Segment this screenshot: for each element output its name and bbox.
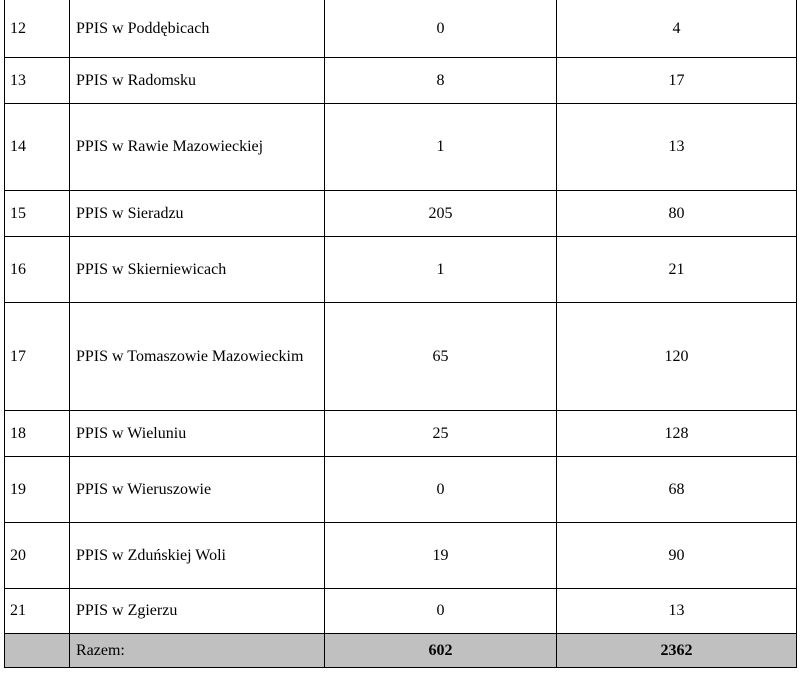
value-col-4: 68 (557, 457, 797, 523)
unit-name: PPIS w Sieradzu (70, 191, 325, 237)
value-col-4: 13 (557, 589, 797, 634)
table-row (5, 523, 797, 589)
value-col-4: 13 (557, 104, 797, 191)
value-col-3: 65 (325, 303, 557, 411)
unit-name: PPIS w Zduńskiej Woli (70, 523, 325, 589)
unit-name: PPIS w Skierniewicach (70, 237, 325, 303)
table-row (5, 58, 797, 104)
row-number: 21 (5, 589, 70, 634)
unit-name: PPIS w Radomsku (70, 58, 325, 104)
row-number: 13 (5, 58, 70, 104)
value-col-3: 8 (325, 58, 557, 104)
table-row (5, 104, 797, 191)
row-number: 14 (5, 104, 70, 191)
value-col-4: 90 (557, 523, 797, 589)
total-empty-cell (5, 634, 70, 668)
data-table (4, 0, 797, 668)
row-number: 15 (5, 191, 70, 237)
row-number: 18 (5, 411, 70, 457)
value-col-3: 25 (325, 411, 557, 457)
value-col-3: 0 (325, 589, 557, 634)
value-col-3: 19 (325, 523, 557, 589)
value-col-4: 21 (557, 237, 797, 303)
value-col-3: 0 (325, 457, 557, 523)
table-row (5, 457, 797, 523)
total-value-col-3: 602 (325, 634, 557, 668)
total-value-col-4: 2362 (557, 634, 797, 668)
row-number: 19 (5, 457, 70, 523)
table-row (5, 589, 797, 634)
row-number: 16 (5, 237, 70, 303)
value-col-3: 1 (325, 237, 557, 303)
value-col-4: 120 (557, 303, 797, 411)
value-col-3: 1 (325, 104, 557, 191)
table-row (5, 191, 797, 237)
total-label: Razem: (70, 634, 325, 668)
unit-name: PPIS w Wieruszowie (70, 457, 325, 523)
unit-name: PPIS w Wieluniu (70, 411, 325, 457)
value-col-3: 0 (325, 0, 557, 58)
unit-name: PPIS w Poddębicach (70, 0, 325, 58)
unit-name: PPIS w Rawie Mazowieckiej (70, 104, 325, 191)
total-row (5, 634, 797, 668)
table-row (5, 411, 797, 457)
row-number: 12 (5, 0, 70, 58)
value-col-4: 4 (557, 0, 797, 58)
table-row (5, 303, 797, 411)
value-col-4: 17 (557, 58, 797, 104)
table-row (5, 237, 797, 303)
value-col-3: 205 (325, 191, 557, 237)
table-row (5, 0, 797, 58)
value-col-4: 128 (557, 411, 797, 457)
unit-name: PPIS w Tomaszowie Mazowieckim (70, 303, 325, 411)
row-number: 20 (5, 523, 70, 589)
value-col-4: 80 (557, 191, 797, 237)
row-number: 17 (5, 303, 70, 411)
unit-name: PPIS w Zgierzu (70, 589, 325, 634)
